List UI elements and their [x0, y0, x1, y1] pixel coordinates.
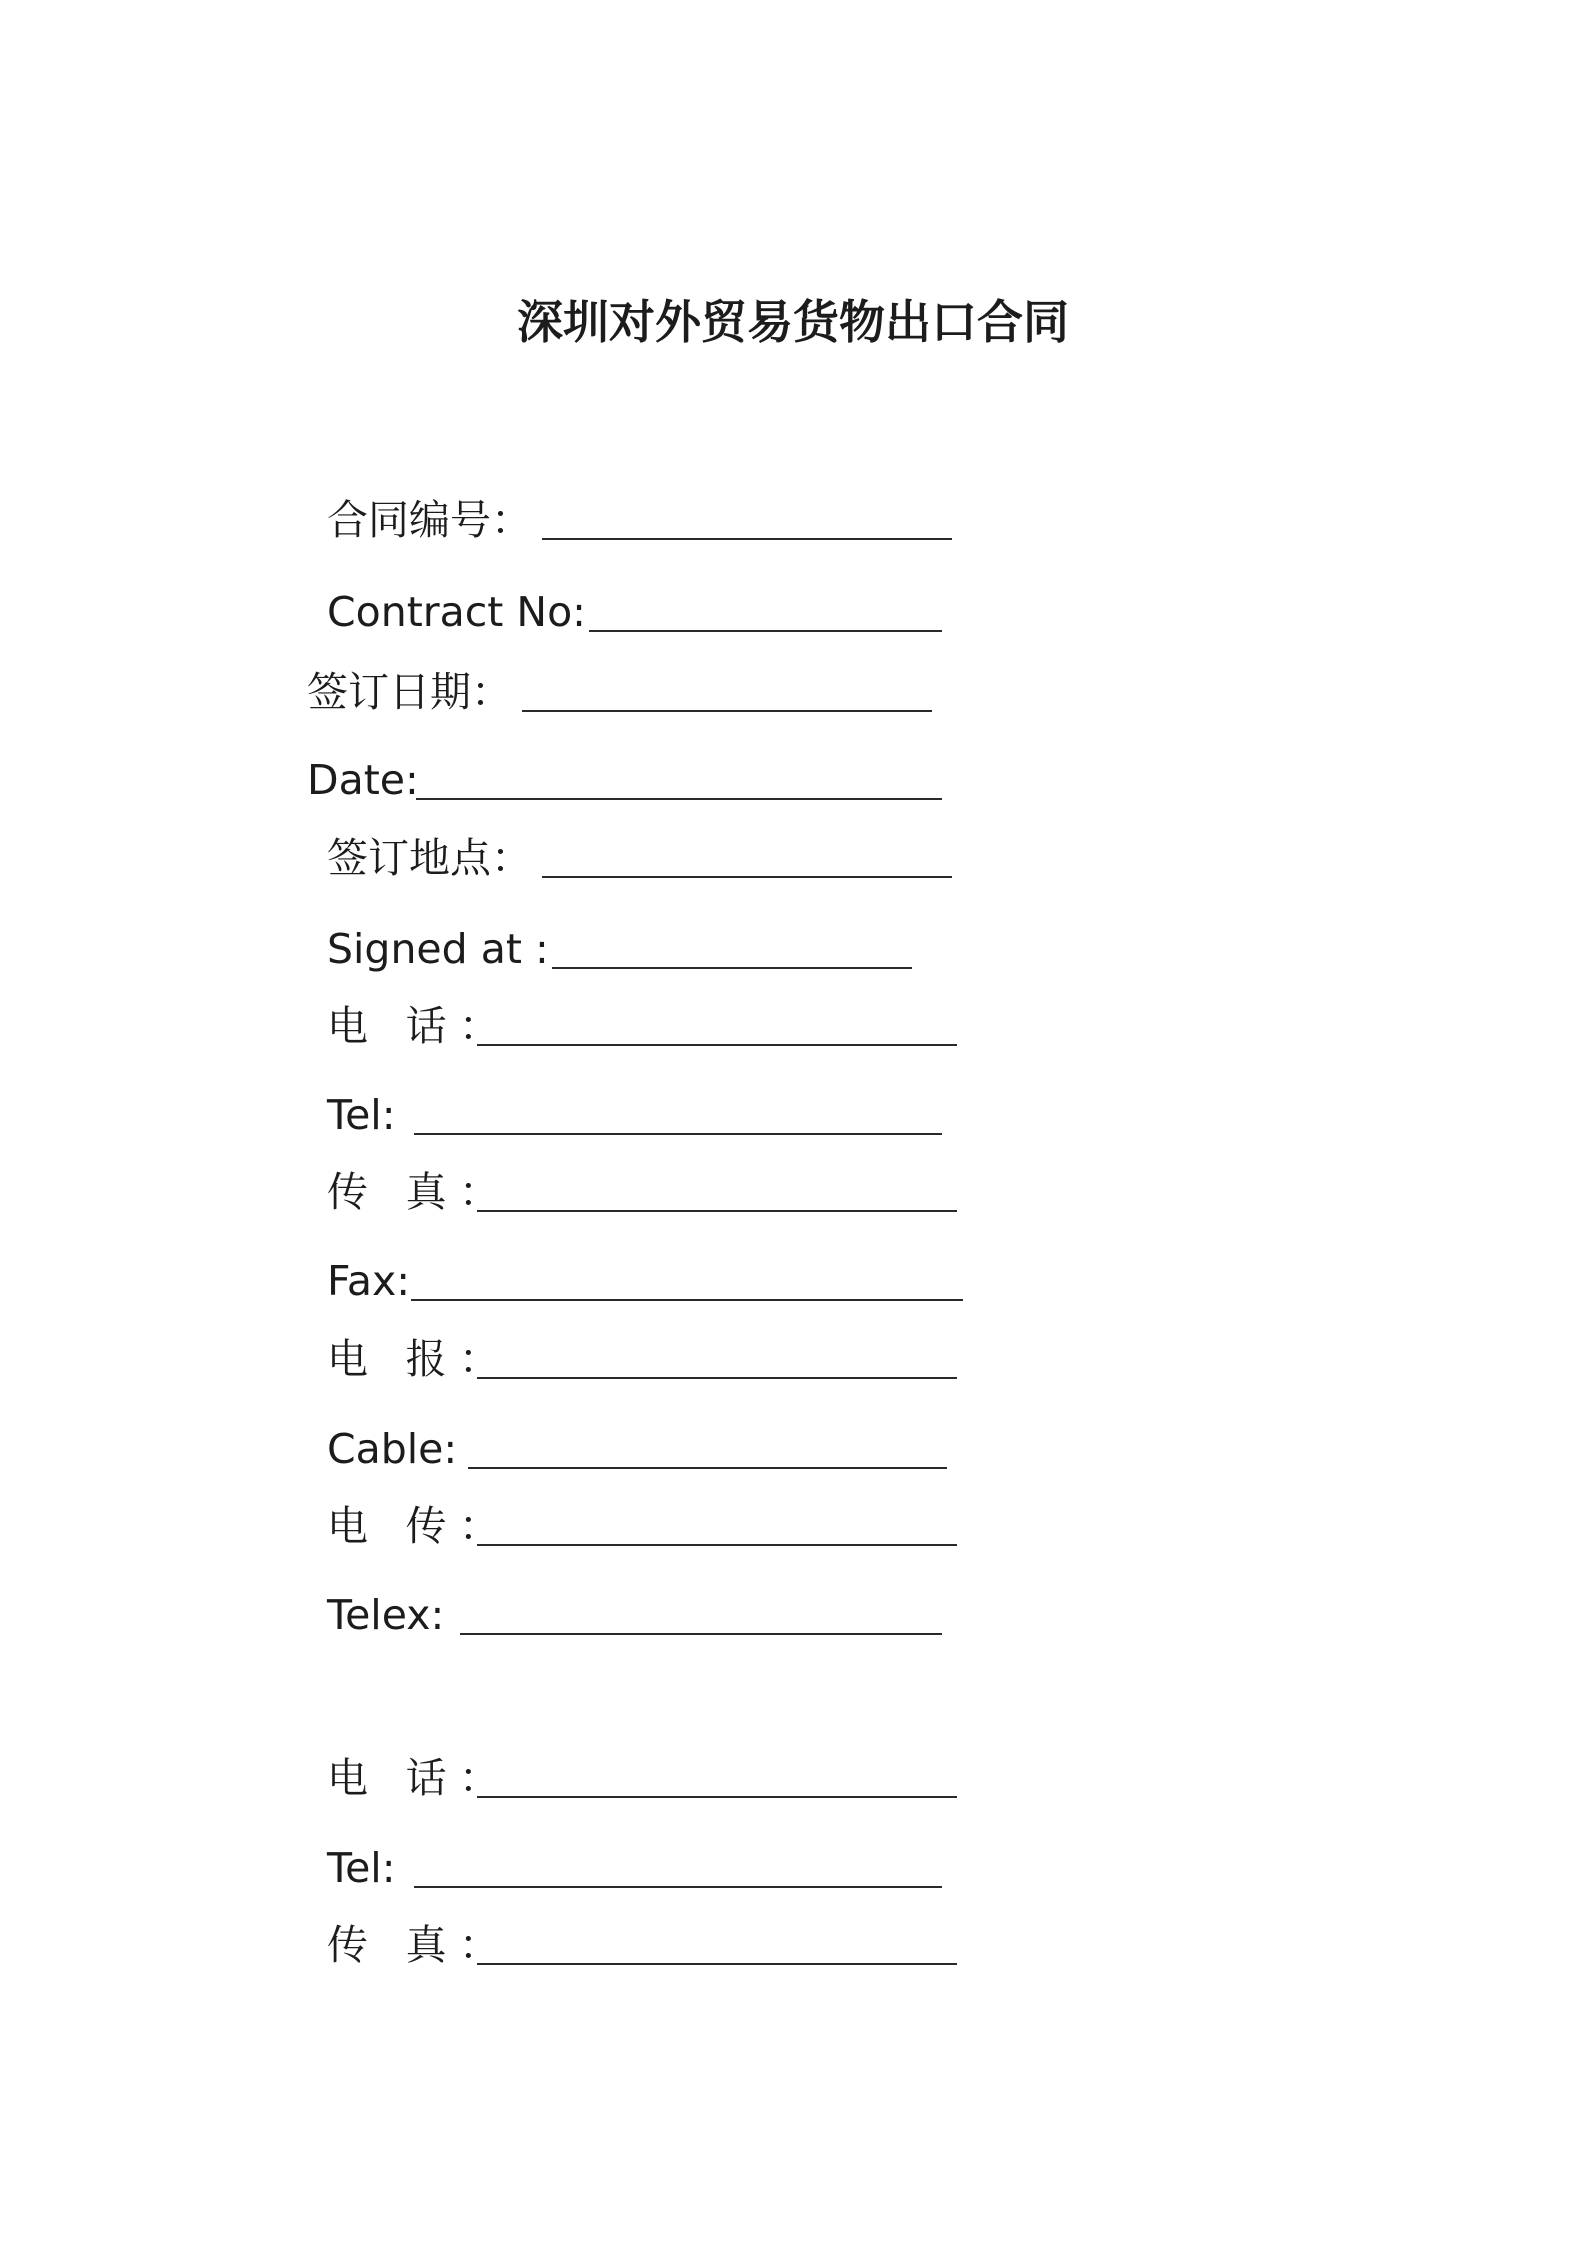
- field-contract-no-en: [327, 584, 957, 640]
- cable-en-blank[interactable]: [468, 1467, 947, 1469]
- field-label: Telex:: [327, 1591, 445, 1639]
- field-sign-place-cn: [327, 830, 957, 886]
- tel-en-1-blank[interactable]: [414, 1133, 942, 1135]
- field-label: 电 话：: [327, 1002, 513, 1050]
- field-fax-cn-1: [327, 1164, 977, 1220]
- field-label: 合同编号：: [327, 496, 532, 544]
- fax-en-1-blank[interactable]: [411, 1299, 963, 1301]
- field-cable-en: [327, 1421, 977, 1477]
- contract-no-cn-blank[interactable]: [542, 538, 952, 540]
- field-tel-en-2: [327, 1840, 977, 1896]
- contract-no-en-blank[interactable]: [589, 630, 942, 632]
- telex-cn-blank[interactable]: [477, 1544, 957, 1546]
- field-label: 签订日期：: [307, 668, 512, 716]
- field-label: Cable:: [327, 1425, 458, 1473]
- tel-cn-1-blank[interactable]: [477, 1044, 957, 1046]
- field-label: 电 传：: [327, 1502, 513, 1550]
- field-label: 传 真：: [327, 1168, 513, 1216]
- field-tel-cn-2: [327, 1750, 977, 1806]
- fax-cn-2-blank[interactable]: [477, 1963, 957, 1965]
- field-telex-en: [327, 1587, 977, 1643]
- field-label: 电 报：: [327, 1335, 513, 1383]
- field-tel-en-1: [327, 1087, 977, 1143]
- field-contract-no-cn: [327, 492, 957, 548]
- fax-cn-1-blank[interactable]: [477, 1210, 957, 1212]
- sign-place-en-blank[interactable]: [552, 967, 912, 969]
- field-sign-date-en: [307, 752, 957, 808]
- field-label: Fax:: [327, 1257, 411, 1305]
- field-cable-cn: [327, 1331, 977, 1387]
- document-title: 深圳对外贸易货物出口合同: [517, 295, 1069, 349]
- field-label: Tel:: [327, 1091, 396, 1139]
- sign-place-cn-blank[interactable]: [542, 876, 952, 878]
- field-fax-en-1: [327, 1253, 987, 1309]
- field-sign-date-cn: [307, 664, 937, 720]
- field-label: 电 话：: [327, 1754, 513, 1802]
- sign-date-en-blank[interactable]: [416, 798, 942, 800]
- telex-en-blank[interactable]: [460, 1633, 942, 1635]
- field-sign-place-en: [327, 921, 957, 977]
- cable-cn-blank[interactable]: [477, 1377, 957, 1379]
- tel-cn-2-blank[interactable]: [477, 1796, 957, 1798]
- tel-en-2-blank[interactable]: [414, 1886, 942, 1888]
- field-label: Tel:: [327, 1844, 396, 1892]
- field-label: Contract No:: [327, 588, 586, 636]
- field-tel-cn-1: [327, 998, 977, 1054]
- sign-date-cn-blank[interactable]: [522, 710, 932, 712]
- field-label: Signed at :: [327, 925, 549, 973]
- field-label: 传 真：: [327, 1921, 513, 1969]
- field-label: Date:: [307, 756, 419, 804]
- field-telex-cn: [327, 1498, 977, 1554]
- field-label: 签订地点：: [327, 834, 532, 882]
- field-fax-cn-2: [327, 1917, 977, 1973]
